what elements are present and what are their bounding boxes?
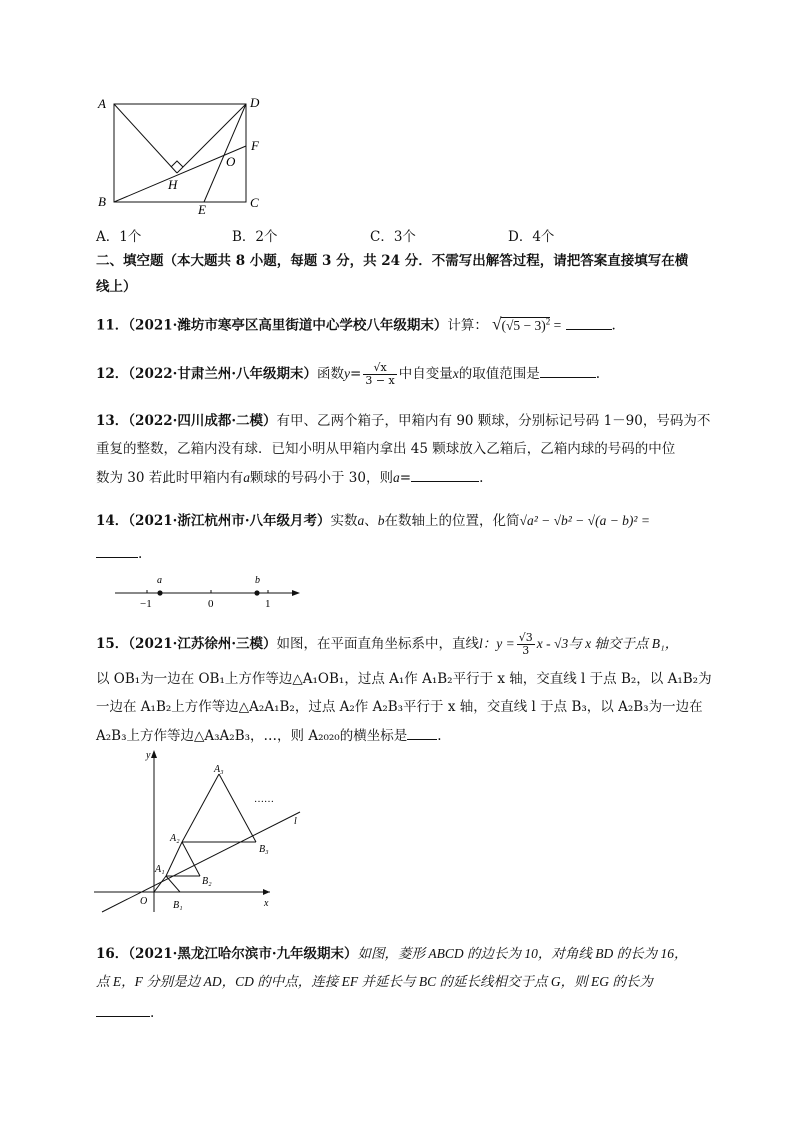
- q12-number: 12．: [96, 366, 129, 382]
- label-B3: B₃: [259, 844, 269, 855]
- q15-answer-blank[interactable]: [407, 726, 437, 740]
- question-13-line1: 13．（2022·四川成都·二模）有甲、乙两个箱子，甲箱内有 90 颗球，分别标记号码 1－90，号码为不: [96, 413, 711, 429]
- q14-number: 14．: [96, 513, 129, 529]
- label-H: H: [168, 177, 178, 192]
- axis-label-x: x: [264, 898, 269, 909]
- label-b: b: [255, 575, 260, 586]
- continuation-dots: ……: [254, 794, 274, 805]
- question-15-line3: 一边在 A₁B₂上方作等边△A₂A₁B₂，过点 A₂作 A₂B₃平行于 x 轴，交直线 l 于点 B₃，以 A₂B₃为一边在: [96, 699, 703, 715]
- q15-source: （2021·江苏徐州·三模）: [128, 636, 277, 652]
- question-15-line4: A₂B₃上方作等边△A₃A₂B₃，…，则 A₂₀₂₀的横坐标是 .: [96, 728, 442, 744]
- q12-answer-blank[interactable]: [540, 364, 596, 378]
- q11-number: 11．: [96, 317, 129, 334]
- label-E: E: [198, 202, 206, 215]
- q16-number: 16．: [96, 946, 129, 962]
- choice-d: D．4个: [508, 229, 555, 245]
- q16-source: （2021·黑龙江哈尔滨市·九年级期末）: [128, 946, 358, 962]
- q12-source: （2022·甘肃兰州·八年级期末）: [128, 366, 318, 382]
- rectangle-figure: [94, 95, 274, 215]
- point-b: [254, 590, 259, 595]
- label-A3: A₃: [214, 764, 224, 775]
- q11-text: 计算：: [447, 317, 488, 334]
- label-A1: A₁: [155, 864, 165, 875]
- q15-fraction: $\frac{√3}{3}$: [518, 631, 533, 657]
- tick-1: 1: [265, 598, 271, 610]
- label-D: D: [250, 95, 260, 110]
- question-13-line3: 数为 30 若此时甲箱内有a颗球的号码小于 30，则a= .: [96, 470, 484, 486]
- q13-answer-blank[interactable]: [411, 468, 479, 482]
- label-O: O: [226, 154, 236, 169]
- question-15-line2: 以 OB₁为一边在 OB₁上方作等边△A₁OB₁，过点 A₁作 A₁B₂平行于 x 轴，交直线 l 于点 B₂，以 A₁B₂为: [96, 671, 712, 687]
- q13-number: 13．: [96, 413, 129, 429]
- choice-c: C．3个: [370, 229, 416, 245]
- q14-source: （2021·浙江杭州市·八年级月考）: [128, 513, 331, 529]
- question-14: 14．（2021·浙江杭州市·八年级月考）实数a、b在数轴上的位置，化简√a² − √b² − √(a − b)² =: [96, 513, 650, 529]
- tick-0: 0: [208, 598, 214, 610]
- label-A: A: [98, 96, 106, 111]
- label-a: a: [157, 575, 162, 586]
- label-B2: B₂: [202, 876, 212, 887]
- question-11: 11．（2021·潍坊市寒亭区高里街道中心学校八年级期末）计算： $√(√5 - 3)^2$ = .: [96, 312, 616, 335]
- question-12: 12．（2022·甘肃兰州·八年级期末）函数y= $\frac{√x}{3 - x}$ 中自变量x的取值范围是 .: [96, 361, 601, 387]
- number-line: [110, 572, 310, 612]
- q14-answer-blank[interactable]: [96, 544, 138, 558]
- point-a: [157, 590, 162, 595]
- label-F: F: [251, 138, 259, 153]
- q11-answer-blank[interactable]: [566, 316, 612, 330]
- line-l-label: l: [294, 816, 297, 827]
- label-B1: B₁: [173, 900, 183, 911]
- question-16-line2: 点 E，F 分别是边 AD，CD 的中点，连接 EF 并延长与 BC 的延长线相交于点 G，则 EG 的长为: [96, 974, 653, 989]
- q13-source: （2022·四川成都·二模）: [128, 413, 277, 429]
- q11-source: （2021·潍坊市寒亭区高里街道中心学校八年级期末）: [128, 317, 448, 334]
- question-16-answer: .: [96, 1003, 154, 1022]
- q14-expression: √a² − √b² − √(a − b)² =: [519, 513, 650, 528]
- choice-b: B．2个: [232, 229, 278, 245]
- question-13-line2: 重复的整数，乙箱内没有球．已知小明从甲箱内拿出 45 颗球放入乙箱后，乙箱内球的号码的中位: [96, 441, 676, 457]
- q16-answer-blank[interactable]: [96, 1003, 150, 1017]
- q15-number: 15．: [96, 636, 129, 652]
- section-heading-line1: 二、填空题（本大题共 8 小题，每题 3 分，共 24 分．不需写出解答过程，请把答案直接填写在横: [96, 253, 689, 269]
- question-14-answer: .: [96, 544, 142, 563]
- label-A2: A₂: [170, 833, 180, 844]
- axis-label-y: y: [146, 750, 151, 761]
- tick-minus1: −1: [140, 598, 152, 610]
- label-B: B: [98, 194, 106, 209]
- q12-fraction: $\frac{√x}{3 - x}$: [365, 361, 395, 387]
- section-heading-line2: 线上）: [96, 279, 137, 295]
- triangle-coordinate-figure: [94, 746, 314, 916]
- label-C: C: [250, 195, 259, 210]
- q11-expression: $√(√5 - 3)^2$ =: [492, 314, 562, 334]
- question-15-line1: 15．（2021·江苏徐州·三模）如图，在平面直角坐标系中，直线l：y = $\frac{√3}{3}$ x - √3与 x 轴交于点 B₁，: [96, 631, 679, 657]
- choice-a: A．1个: [96, 229, 142, 245]
- question-16-line1: 16．（2021·黑龙江哈尔滨市·九年级期末）如图，菱形 ABCD 的边长为 10，对角线 BD 的长为 16，: [96, 946, 688, 962]
- origin-label: O: [140, 896, 148, 907]
